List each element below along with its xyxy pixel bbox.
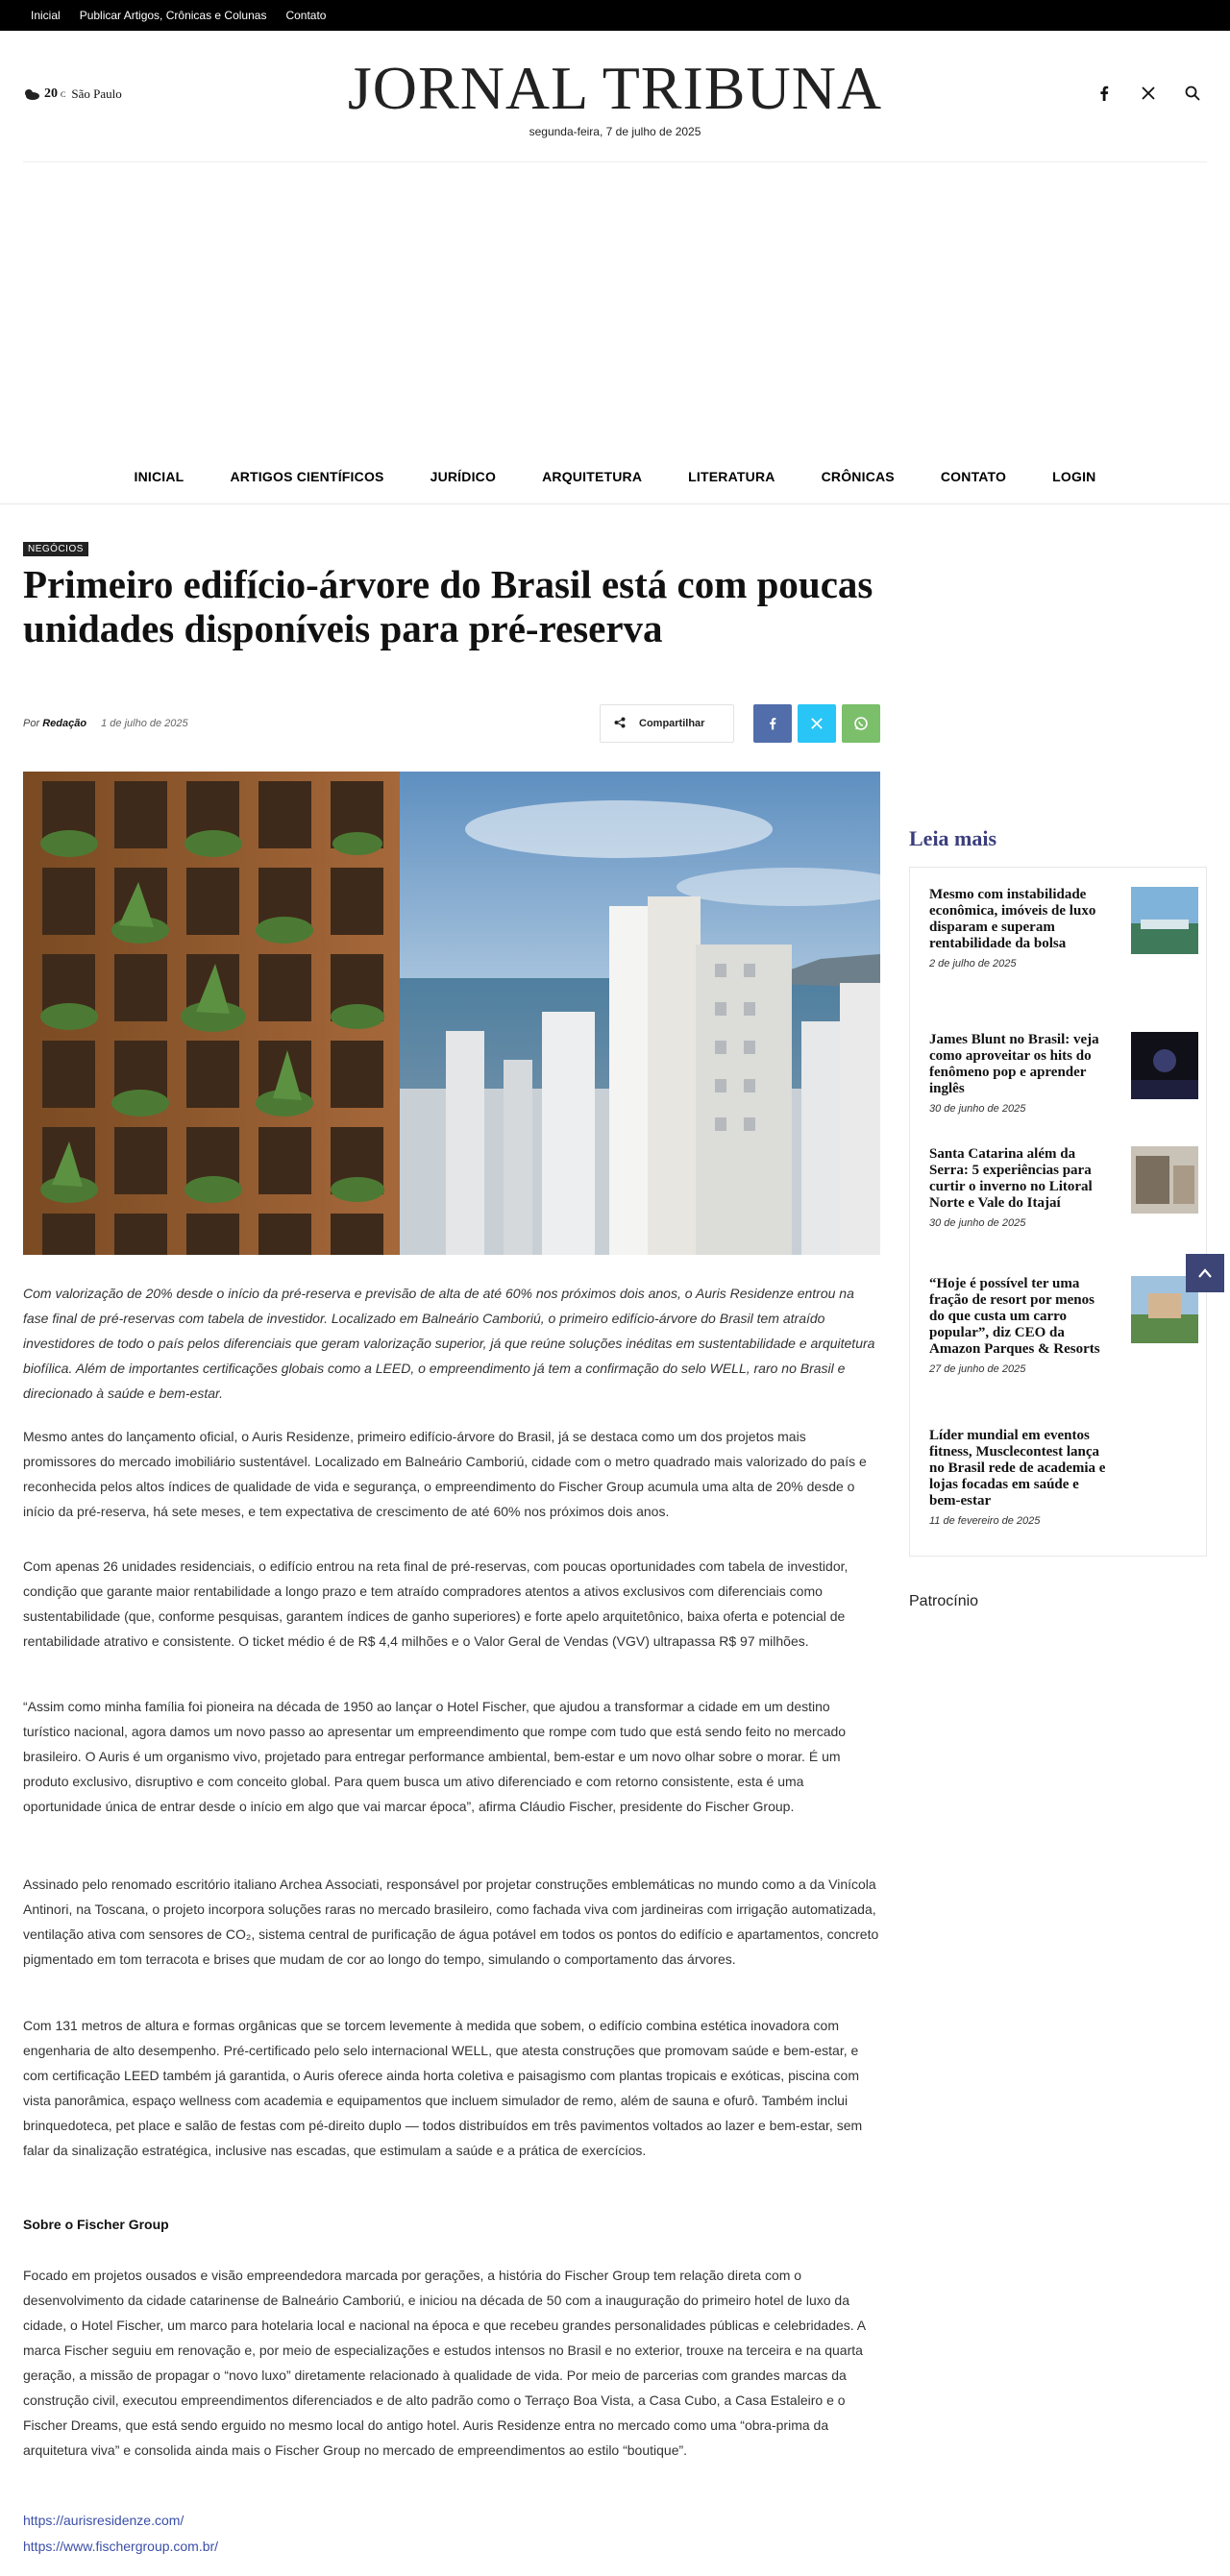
whatsapp-icon: [853, 716, 869, 731]
chevron-up-icon: [1198, 1268, 1212, 1278]
article-meta: [23, 718, 188, 729]
external-link-auris[interactable]: https://aurisresidenze.com/: [23, 2513, 184, 2528]
nav-item-literatura[interactable]: LITERATURA: [688, 469, 775, 484]
share-icon: [601, 716, 639, 731]
nav-item-artigos-cientificos[interactable]: ARTIGOS CIENTÍFICOS: [230, 469, 384, 484]
search-icon[interactable]: [1184, 85, 1201, 102]
weather-temperature: 20: [44, 86, 58, 101]
share-whatsapp-button[interactable]: [842, 704, 880, 743]
section-subheading: Sobre o Fischer Group: [23, 2217, 169, 2232]
article-title: Primeiro edifício-árvore do Brasil está com poucas unidades disponíveis para pré-reserva: [23, 562, 873, 650]
read-more-date: 30 de junho de 2025: [929, 1103, 1026, 1115]
read-more-date: 27 de junho de 2025: [929, 1363, 1026, 1375]
read-more-headline[interactable]: Mesmo com instabilidade econômica, imóveis de luxo disparam e superam rentabilidade da bolsa: [929, 887, 1096, 951]
nav-item-contato[interactable]: CONTATO: [940, 469, 1007, 484]
nav-item-arquitetura[interactable]: ARQUITETURA: [542, 469, 643, 484]
category-badge[interactable]: NEGÓCIOS: [23, 542, 88, 556]
read-more-headline[interactable]: Líder mundial em eventos fitness, Musclecontest lança no Brasil rede de academia e lojas focadas em saúde e bem-estar: [929, 1428, 1106, 1509]
header-divider: [23, 161, 1207, 162]
facebook-icon: [769, 717, 776, 730]
weather-unit: C: [61, 89, 66, 99]
topbar-link-contato[interactable]: Contato: [285, 9, 327, 22]
read-more-headline[interactable]: Santa Catarina além da Serra: 5 experiências para curtir o inverno no Litoral Norte e Vale do Itajaí: [929, 1146, 1093, 1211]
article-paragraph: Com apenas 26 unidades residenciais, o edifício entrou na reta final de pré-reservas, com poucas oportunidades com tabela de investidor, condição que garante maior rentabilidade a longo prazo e tem atraído compradores atentos a ativos exclusivos com diferenciais como sustentabilidade (que, conforme pesquisas, garantem índices de ganho superiores) e forte apelo arquitetônico, baixa oferta e potencial de rentabilidade atrativo e consistente. O ticket médio é de R$ 4,4 milhões e o Valor Geral de Vendas (VGV) ultrapassa R$ 97 milhões.: [23, 1558, 849, 1649]
share-label: Compartilhar: [639, 718, 705, 729]
read-more-thumbnail[interactable]: [1131, 1032, 1198, 1099]
article-paragraph: Mesmo antes do lançamento oficial, o Auris Residenze, primeiro edifício-árvore do Brasil, já se destaca como um dos projetos mais promissores do mercado imobiliário sustentável. Localizado em Balneário Camboriú, cidade com o metro quadrado mais valorizado do país e reconhecida pelos altos índices de qualidade de vida e segurança, o empreendimento do Fischer Group acumula uma alta de 20% desde o início da pré-reserva, há sete meses, e tem expectativa de crescimento de até 60% nos próximos dois anos.: [23, 1429, 867, 1519]
read-more-thumbnail[interactable]: [1131, 1146, 1198, 1214]
scroll-to-top-button[interactable]: [1186, 1254, 1224, 1292]
main-navigation: [0, 461, 1230, 492]
share-x-button[interactable]: [798, 704, 836, 743]
nav-divider: [0, 503, 1230, 504]
article-paragraph: Com 131 metros de altura e formas orgânicas que se torcem levemente à medida que sobem, o edifício combina estética inovadora com engenharia de alto desempenho. Pré-certificado pelo selo internacional WELL, que atesta construções que promovam saúde e bem-estar, e com certificação LEED também já garantida, o Auris oferece ainda horta coletiva e paisagismo com plantas tropicais e exóticas, piscina com vista panorâmica, espaço wellness com academia e equipamentos que incluem simulador de remo, além de sauna e ofurô. Também inclui brinquedoteca, pet place e salão de festas com pé-direito duplo — todos distribuídos em três pavimentos voltados ao lazer e bem-estar, sem falar da sinalização estratégica, inclusive nas escadas, que estimulam a saúde e a prática de exercícios.: [23, 2018, 863, 2158]
weather-city: São Paulo: [71, 86, 122, 101]
nav-item-inicial[interactable]: INICIAL: [134, 469, 184, 484]
hero-image: [23, 772, 880, 1255]
x-icon: [811, 718, 823, 729]
read-more-headline[interactable]: James Blunt no Brasil: veja como aproveitar os hits do fenômeno pop e aprender inglês: [929, 1032, 1099, 1096]
nav-item-cronicas[interactable]: CRÔNICAS: [821, 469, 895, 484]
article-lede: Com valorização de 20% desde o início da pré-reserva e previsão de alta de até 60% nos próximos dois anos, o Auris Residenze entrou na fase final de pré-reservas com tabela de investidor. Localizado em Balneário Camboriú, o primeiro edifício-árvore do Brasil tem atraído investidores de todo o país pelos diferenciais que geram valorização superior, já que reúne soluções inéditas em sustentabilidade e arquitetura biofílica. Além de importantes certificações globais como a LEED, o empreendimento já tem a confirmação do selo WELL, raro no Brasil e direcionado à saúde e bem-estar.: [23, 1286, 875, 1401]
read-more-thumbnail[interactable]: [1131, 887, 1198, 954]
article-paragraph: Assinado pelo renomado escritório italiano Archea Associati, responsável por projetar construções emblemáticas no mundo como a da Vinícola Antinori, na Toscana, o projeto incorpora soluções raras no mercado brasileiro, como fachada viva com jardineiras com irrigação automatizada, ventilação ativa com sensores de CO₂, sistema central de purificação de água potável em todos os pontos do edifício e apartamentos, concreto pigmentado em tom terracota e brises que mudam de cor ao longo do tempo, simulando o comportamento das árvores.: [23, 1877, 879, 1967]
topbar-link-inicial[interactable]: Inicial: [31, 9, 61, 22]
topbar-link-publicar[interactable]: Publicar Artigos, Crônicas e Colunas: [79, 9, 267, 22]
x-icon[interactable]: [1140, 85, 1157, 102]
read-more-list: [909, 867, 1207, 1557]
nav-item-juridico[interactable]: JURÍDICO: [430, 469, 497, 484]
author-link[interactable]: Redação: [42, 718, 87, 729]
sponsor-label: Patrocínio: [909, 1593, 979, 1609]
share-button[interactable]: [600, 704, 734, 743]
facebook-icon[interactable]: [1095, 85, 1113, 102]
read-more-item[interactable]: [929, 1276, 1198, 1375]
external-link-fischer[interactable]: https://www.fischergroup.com.br/: [23, 2539, 219, 2554]
article-date: 1 de julho de 2025: [101, 718, 188, 729]
read-more-date: 2 de julho de 2025: [929, 958, 1017, 969]
article-paragraph: “Assim como minha família foi pioneira na década de 1950 ao lançar o Hotel Fischer, que ajudou a transformar a cidade em um destino turístico nacional, agora damos um novo passo ao apresentar um empreendimento que rompe com tudo que está sendo feito no mercado brasileiro. O Auris é um organismo vivo, projetado para entregar performance ambiental, bem-estar e um novo olhar sobre o morar. É um produto exclusivo, disruptivo e com conceito global. Para quem busca um ativo diferenciado e com retorno consistente, esta é uma oportunidade única de entrar desde o início em algo que vai marcar época”, afirma Cláudio Fischer, presidente do Fischer Group.: [23, 1699, 847, 1814]
read-more-date: 11 de fevereiro de 2025: [929, 1515, 1041, 1527]
site-logo[interactable]: JORNAL TRIBUNA: [347, 54, 883, 122]
read-more-date: 30 de junho de 2025: [929, 1217, 1026, 1229]
article-paragraph: Focado em projetos ousados e visão empreendedora marcada por gerações, a história do Fischer Group tem relação direta com o desenvolvimento da cidade catarinense de Balneário Camboriú, e iniciou na década de 50 com a inauguração do primeiro hotel de luxo da cidade, o Hotel Fischer, um marco para hotelaria local e nacional na época e que recebeu grandes personalidades públicas e celebridades. A marca Fischer seguiu em renovação e, por meio de especializações e estudos intensos no Brasil e no exterior, trouxe na terceira e na quarta geração, a missão de propagar o “novo luxo” diretamente relacionado à qualidade de vida. Por meio de parcerias com grandes marcas da construção civil, executou empreendimentos diferenciados e de alto padrão como o Terraço Boa Vista, a Casa Cubo, a Casa Estaleiro e o Fischer Dreams, que está sendo erguido no mesmo local do antigo hotel. Auris Residenze entra no mercado como uma “obra-prima da arquitetura viva” e consolida ainda mais o Fischer Group no mercado de empreendimentos ao estilo “boutique”.: [23, 2268, 866, 2458]
share-facebook-button[interactable]: [753, 704, 792, 743]
header-icons: [1095, 85, 1201, 102]
byline-prefix: Por: [23, 718, 40, 729]
nav-item-login[interactable]: LOGIN: [1052, 469, 1096, 484]
read-more-item[interactable]: [929, 887, 1198, 969]
site-header: [0, 50, 1230, 138]
read-more-item[interactable]: [929, 1032, 1198, 1115]
top-bar: [0, 0, 1230, 31]
header-date: segunda-feira, 7 de julho de 2025: [529, 125, 701, 138]
sidebar-title: Leia mais: [909, 826, 997, 850]
read-more-item[interactable]: [929, 1428, 1198, 1527]
read-more-headline[interactable]: “Hoje é possível ter uma fração de resort por menos do que custa um carro popular”, diz CEO da Amazon Parques & Resorts: [929, 1276, 1100, 1357]
read-more-item[interactable]: [929, 1146, 1198, 1229]
